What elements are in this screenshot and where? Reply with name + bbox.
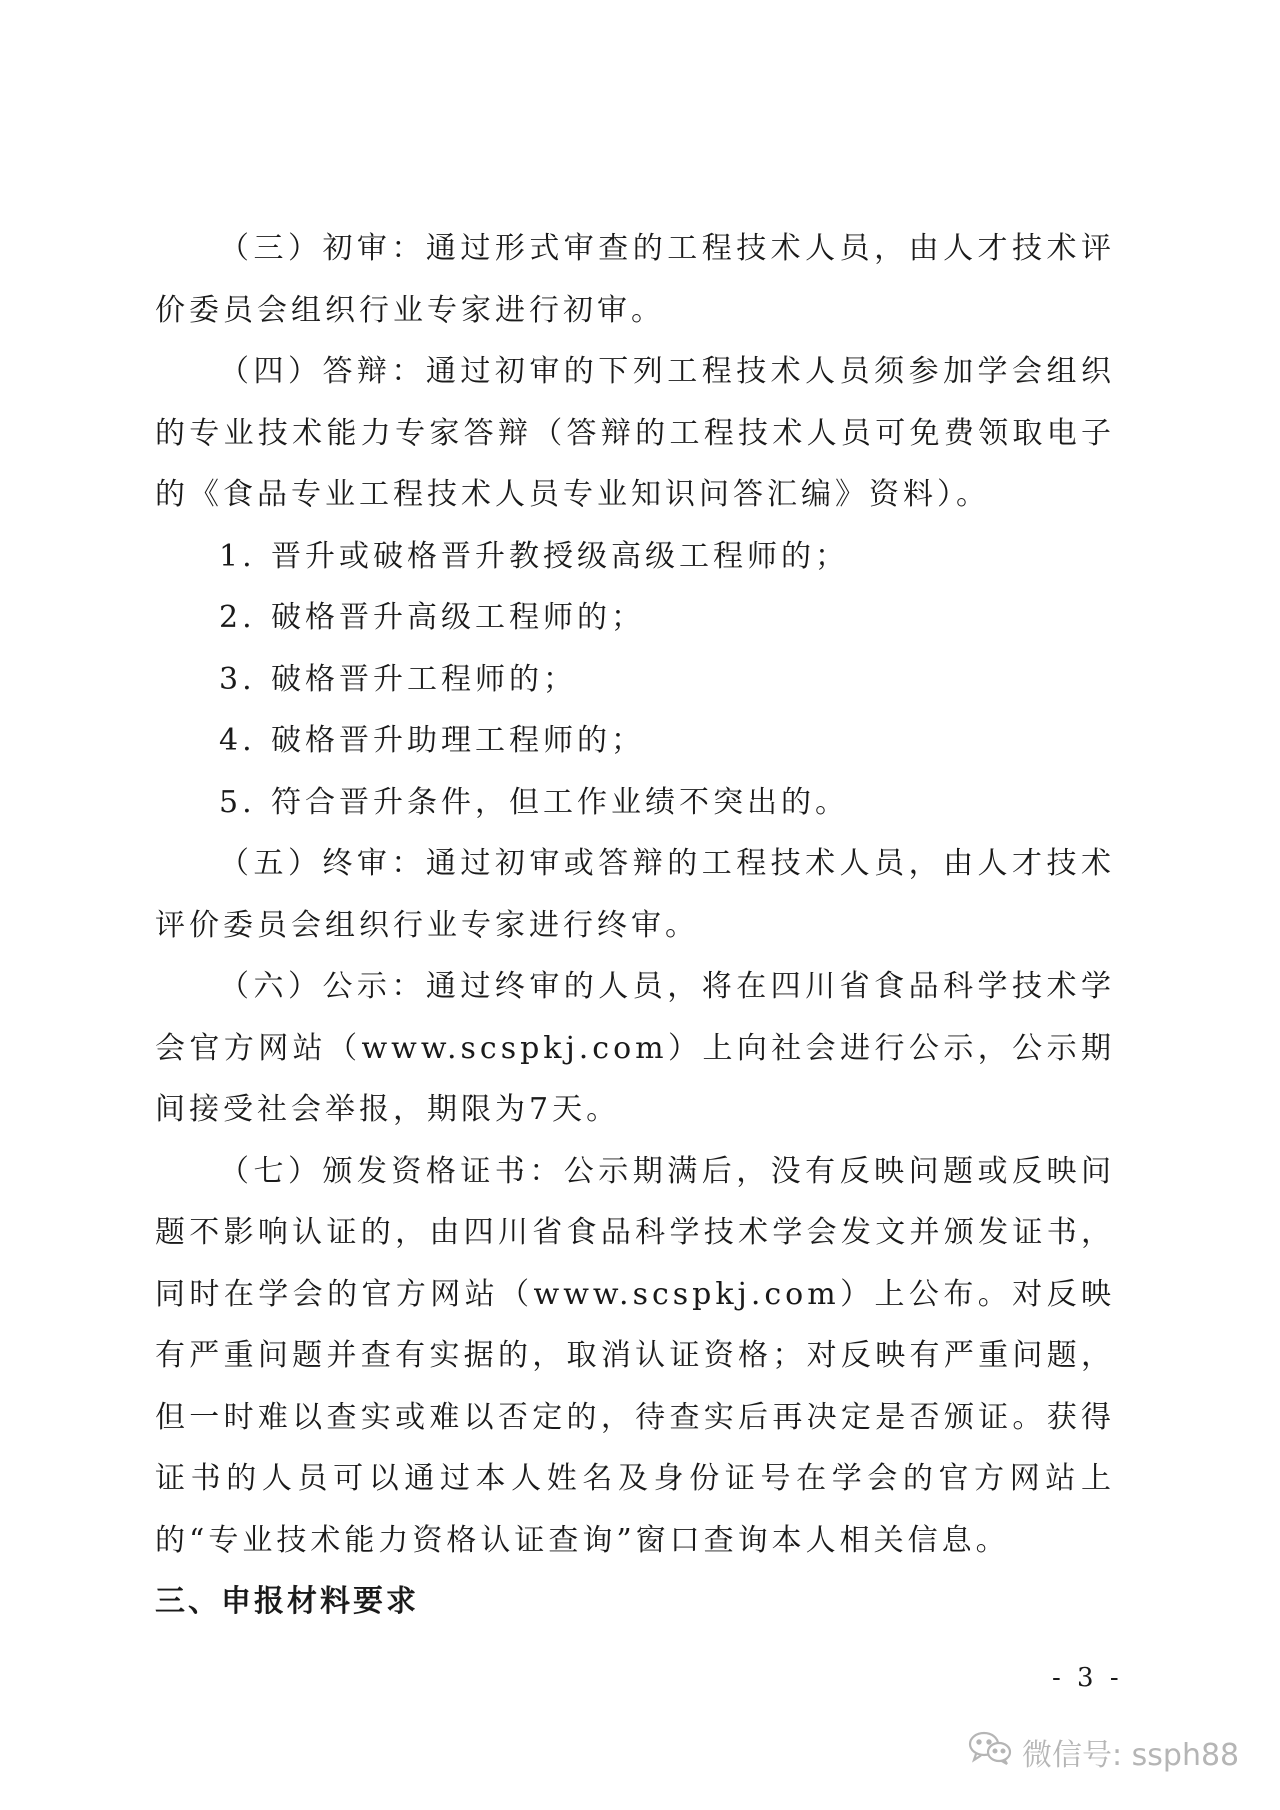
wechat-icon bbox=[968, 1730, 1012, 1774]
list-item-text: 晋升或破格晋升教授级高级工程师的； bbox=[271, 538, 849, 574]
list-item-number: 1. bbox=[219, 538, 256, 574]
list-item-text: 符合晋升条件，但工作业绩不突出的。 bbox=[271, 784, 849, 820]
paragraph-final-review: （五）终审：通过初审或答辩的工程技术人员，由人才技术评价委员会组织行业专家进行终审。 bbox=[155, 846, 1115, 943]
section-heading: 三、申报材料要求 bbox=[155, 1584, 419, 1619]
page-number: - 3 - bbox=[1052, 1663, 1123, 1693]
paragraph-defense: （四）答辩：通过初审的下列工程技术人员须参加学会组织的专业技术能力专家答辩（答辩的工程技术人员可免费领取电子的《食品专业工程技术人员专业知识问答汇编》资料）。 bbox=[155, 354, 1115, 512]
paragraph-publicity: （六）公示：通过终审的人员，将在四川省食品科学技术学会官方网站（www.scspkj.com）上向社会进行公示，公示期间接受社会举报，期限为7天。 bbox=[155, 969, 1115, 1127]
list-item-text: 破格晋升工程师的； bbox=[271, 661, 577, 697]
list-item-number: 5. bbox=[219, 784, 256, 820]
paragraph-certificate: （七）颁发资格证书：公示期满后，没有反映问题或反映问题不影响认证的，由四川省食品科学技术学会发文并颁发证书，同时在学会的官方网站（www.scspkj.com）上公布。对反映有严重问题并查有实据的，取消认证资格；对反映有严重问题，但一时难以查实或难以否定的，待查实后再决定是否颁证。获得证书的人员可以通过本人姓名及身份证号在学会的官方网站上的“专业技术能力资格认证查询”窗口查询本人相关信息。 bbox=[155, 1153, 1115, 1558]
list-item-number: 3. bbox=[219, 661, 256, 697]
list-item-text: 破格晋升助理工程师的； bbox=[271, 723, 645, 758]
list-item-number: 2. bbox=[219, 600, 256, 635]
list-item bbox=[155, 772, 1115, 834]
list-item bbox=[155, 710, 1115, 772]
paragraph-preliminary-review: （三）初审：通过形式审查的工程技术人员，由人才技术评价委员会组织行业专家进行初审。 bbox=[155, 231, 1115, 328]
watermark bbox=[968, 1730, 1239, 1774]
list-item-number: 4. bbox=[219, 723, 256, 758]
watermark-text: 微信号: ssph88 bbox=[1022, 1738, 1240, 1773]
document-body bbox=[155, 218, 1115, 1571]
list-item-text: 破格晋升高级工程师的； bbox=[271, 600, 645, 635]
list-item bbox=[155, 649, 1115, 711]
list-item bbox=[155, 526, 1115, 588]
list-item bbox=[155, 587, 1115, 649]
